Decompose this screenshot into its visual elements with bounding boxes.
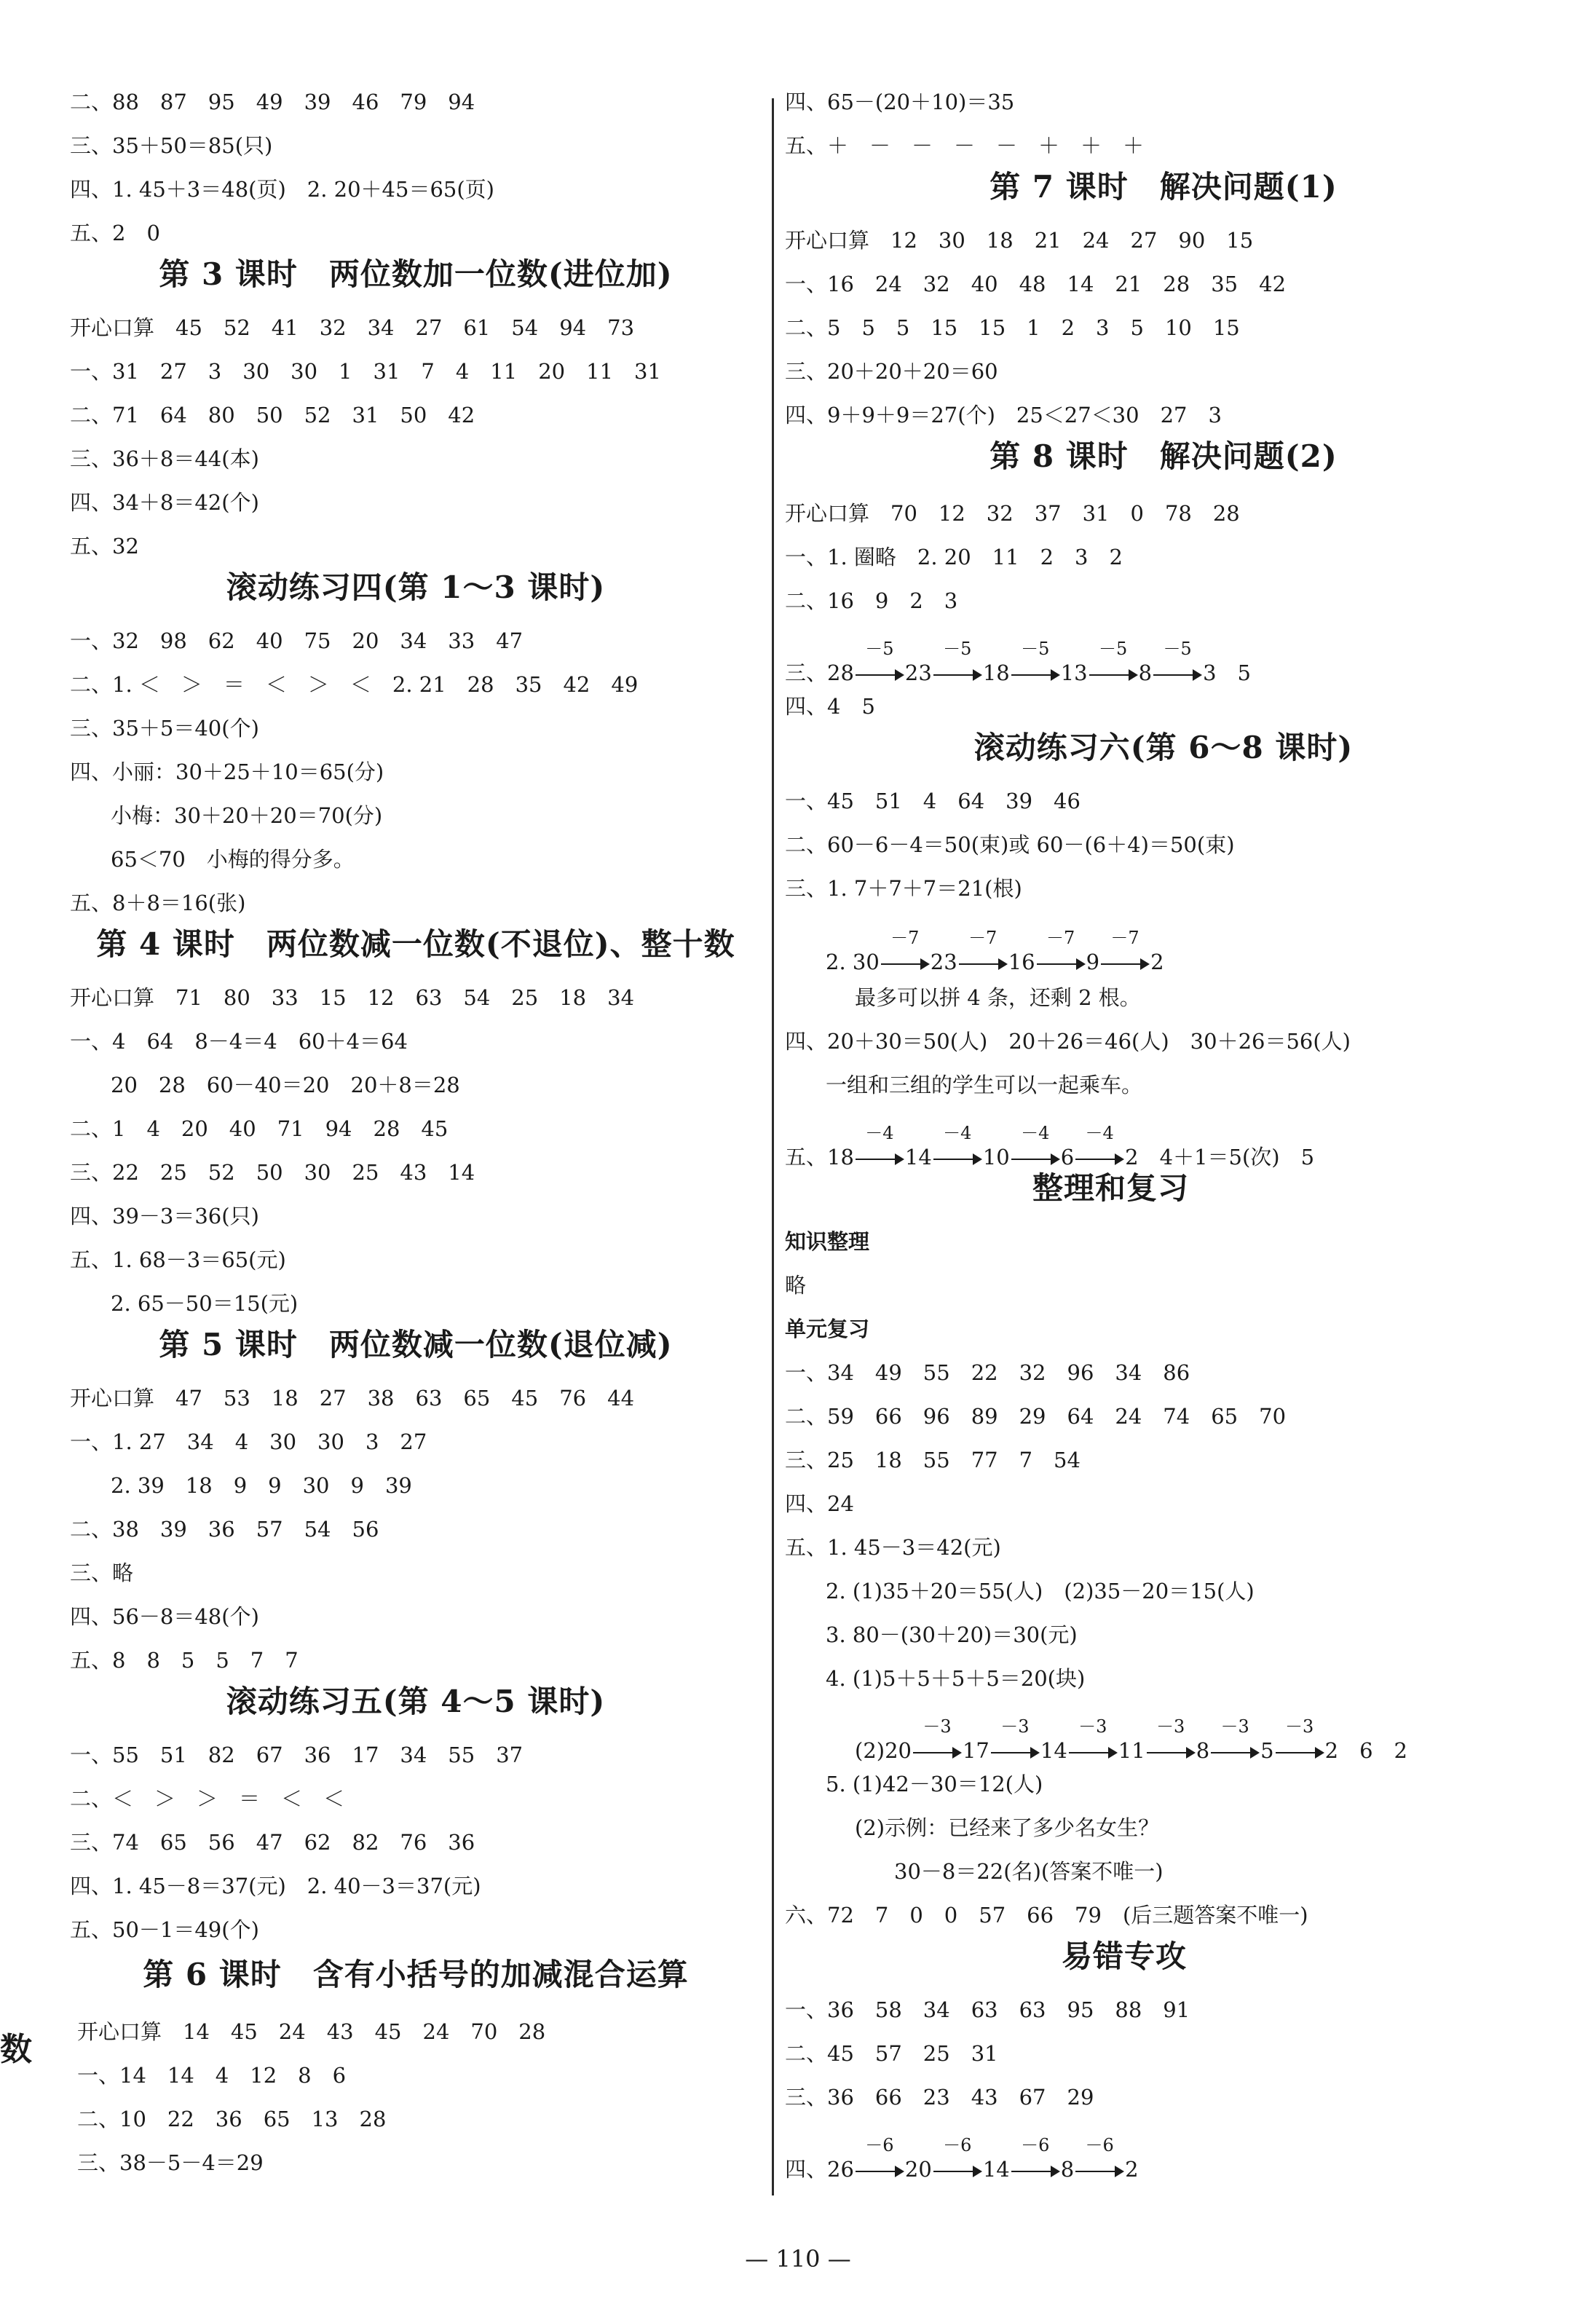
arrow-label: －4	[1085, 1123, 1114, 1143]
answer-line: 四、4 5	[785, 694, 875, 719]
answer-line: 二、1. ＜ ＞ ＝ ＜ ＞ ＜ 2. 21 28 35 42 49	[70, 672, 639, 697]
answer-line: 三、38－5－4＝29	[77, 2150, 264, 2175]
answer-line: 三、35＋50＝85(只)	[70, 133, 273, 158]
arrow-icon	[856, 639, 904, 687]
answer-line: 一、45 51 4 64 39 46	[785, 789, 1081, 813]
answer-chain	[785, 2135, 1139, 2184]
answer-line: 二、60－6－4＝50(束)或 60－(6＋4)＝50(束)	[785, 832, 1235, 857]
arrow-label: －7	[1110, 928, 1139, 948]
answer-line: 2. 65－50＝15(元)	[111, 1291, 299, 1316]
arrow-label: －3	[1220, 1716, 1249, 1737]
section-heading: 滚动练习四(第 1～3 课时)	[226, 569, 606, 605]
arrow-icon	[933, 2135, 981, 2184]
answer-line: 开心口算 71 80 33 15 12 63 54 25 18 34	[70, 985, 635, 1010]
answer-chain	[785, 639, 1251, 687]
answer-line: 四、20＋30＝50(人) 20＋26＝46(人) 30＋26＝56(人)	[785, 1029, 1351, 1054]
answer-line: 五、1. 68－3＝65(元)	[70, 1247, 286, 1272]
answer-line: 二、＜ ＞ ＞ ＝ ＜ ＜	[70, 1786, 345, 1811]
answer-line: 小梅：30＋20＋20＝70(分)	[111, 803, 383, 828]
chain-value: 9	[1086, 950, 1100, 974]
answer-line: 20 28 60－40＝20 20＋8＝28	[111, 1073, 460, 1097]
answer-line: 四、1. 45－8＝37(元) 2. 40－3＝37(元)	[70, 1874, 481, 1898]
chain-tail: 4＋1＝5(次) 5	[1138, 1145, 1315, 1169]
chain-value: 2	[1125, 2157, 1139, 2182]
answer-line: 四、34＋8＝42(个)	[70, 490, 259, 515]
chain-value: 16	[1008, 950, 1035, 974]
section-heading: 滚动练习五(第 4～5 课时)	[226, 1684, 606, 1719]
answer-line: 开心口算 45 52 41 32 34 27 61 54 94 73	[70, 315, 635, 340]
arrow-label: －7	[1046, 928, 1075, 948]
chain-value: 14	[982, 2157, 1010, 2182]
answer-line: 三、35＋5＝40(个)	[70, 716, 259, 741]
answer-line: 四、24	[785, 1491, 854, 1516]
arrow-icon	[1276, 1716, 1324, 1765]
answer-line: 三、25 18 55 77 7 54	[785, 1448, 1081, 1472]
arrow-icon	[1069, 1716, 1117, 1765]
arrow-label: －4	[943, 1123, 972, 1143]
answer-line: 二、71 64 80 50 52 31 50 42	[70, 403, 475, 427]
chain-value: 2	[1150, 950, 1164, 974]
arrow-label: －7	[968, 928, 998, 948]
arrow-label: －3	[923, 1716, 952, 1737]
answer-line: 三、略	[70, 1561, 134, 1585]
answer-chain	[826, 928, 1164, 976]
chain-tail: 5	[1216, 660, 1251, 685]
arrow-icon	[991, 1716, 1039, 1765]
answer-line: 三、36 66 23 43 67 29	[785, 2085, 1094, 2110]
answer-line: 三、74 65 56 47 62 82 76 36	[70, 1830, 475, 1855]
arrow-label: －7	[890, 928, 920, 948]
chain-value: 23	[930, 950, 957, 974]
arrow-label: －5	[1163, 639, 1192, 659]
answer-line: 开心口算 47 53 18 27 38 63 65 45 76 44	[70, 1386, 635, 1410]
chain-value: 11	[1118, 1738, 1145, 1763]
arrow-icon	[1037, 928, 1085, 976]
answer-line: 2. (1)35＋20＝55(人) (2)35－20＝15(人)	[826, 1579, 1255, 1603]
arrow-label: －5	[1098, 639, 1128, 659]
arrow-icon	[1101, 928, 1149, 976]
answer-line: 一、16 24 32 40 48 14 21 28 35 42	[785, 272, 1287, 296]
arrow-label: －6	[1021, 2135, 1050, 2155]
section-heading: 第 8 课时 解决问题(2)	[989, 438, 1338, 474]
chain-value: 14	[904, 1145, 932, 1169]
arrow-label: －4	[865, 1123, 894, 1143]
answer-line: 五、50－1＝49(个)	[70, 1917, 259, 1942]
section-heading: 第 4 课时 两位数减一位数(不退位)、整十数	[96, 926, 735, 962]
chain-start: 三、28	[785, 660, 854, 685]
chain-value: 20	[904, 2157, 932, 2182]
answer-line: 一、1. 圈略 2. 20 11 2 3 2	[785, 545, 1123, 569]
answer-line: 二、10 22 36 65 13 28	[77, 2107, 387, 2131]
answer-line: (2)示例：已经来了多少名女生？	[855, 1815, 1160, 1840]
arrow-label: －5	[943, 639, 972, 659]
chain-value: 13	[1060, 660, 1088, 685]
answer-line: 二、1 4 20 40 71 94 28 45	[70, 1116, 449, 1141]
answer-line: 五、＋ － － － － ＋ ＋ ＋	[785, 133, 1145, 158]
chain-value: 3	[1203, 660, 1217, 685]
answer-line: 一组和三组的学生可以一起乘车。	[826, 1073, 1143, 1097]
answer-line: 三、36＋8＝44(本)	[70, 446, 259, 471]
chain-value: 18	[982, 660, 1010, 685]
arrow-icon	[1011, 2135, 1059, 2184]
answer-line: 30－8＝22(名)(答案不唯一)	[894, 1859, 1164, 1884]
answer-line: 三、1. 7＋7＋7＝21(根)	[785, 876, 1022, 901]
arrow-icon	[1153, 639, 1201, 687]
section-heading: 滚动练习六(第 6～8 课时)	[973, 730, 1354, 765]
answer-line: 2. 39 18 9 9 30 9 39	[111, 1473, 412, 1498]
chain-start: 四、26	[785, 2157, 854, 2182]
answer-line: 二、88 87 95 49 39 46 79 94	[70, 90, 475, 114]
left-edge-char: 数	[0, 2031, 32, 2068]
answer-line: 四、56－8＝48(个)	[70, 1604, 259, 1629]
section-heading: 第 7 课时 解决问题(1)	[989, 169, 1338, 205]
chain-value: 17	[962, 1738, 989, 1763]
arrow-label: －3	[1078, 1716, 1107, 1737]
answer-line: 一、55 51 82 67 36 17 34 55 37	[70, 1743, 524, 1767]
chain-tail: 6 2	[1338, 1738, 1407, 1763]
answer-line: 二、5 5 5 15 15 1 2 3 5 10 15	[785, 315, 1240, 340]
answer-line: 五、2 0	[70, 221, 160, 245]
subsection-label: 单元复习	[785, 1317, 870, 1341]
answer-line: 四、65－(20＋10)＝35	[785, 90, 1015, 114]
section-heading: 第 3 课时 两位数加一位数(进位加)	[159, 256, 673, 292]
answer-line: 一、36 58 34 63 63 95 88 91	[785, 1997, 1190, 2022]
arrow-label: －6	[1085, 2135, 1114, 2155]
answer-line: 开心口算 12 30 18 21 24 27 90 15	[785, 228, 1254, 253]
answer-line: 四、小丽：30＋25＋10＝65(分)	[70, 759, 384, 784]
answer-line: 开心口算 70 12 32 37 31 0 78 28	[785, 501, 1240, 526]
answer-line: 一、31 27 3 30 30 1 31 7 4 11 20 11 31	[70, 359, 661, 384]
arrow-icon	[1011, 639, 1059, 687]
chain-value: 2	[1324, 1738, 1339, 1763]
arrow-icon	[959, 928, 1007, 976]
answer-line: 一、34 49 55 22 32 96 34 86	[785, 1360, 1190, 1385]
chain-start: (2)20	[855, 1738, 912, 1763]
chain-value: 8	[1138, 660, 1153, 685]
answer-line: 二、59 66 96 89 29 64 24 74 65 70	[785, 1404, 1287, 1429]
chain-value: 8	[1060, 2157, 1075, 2182]
arrow-label: －6	[865, 2135, 894, 2155]
chain-start: 五、18	[785, 1145, 854, 1169]
arrow-icon	[881, 928, 929, 976]
answer-line: 三、20＋20＋20＝60	[785, 359, 998, 384]
answer-line: 五、1. 45－3＝42(元)	[785, 1535, 1001, 1560]
answer-line: 五、32	[70, 534, 139, 559]
answer-line: 一、32 98 62 40 75 20 34 33 47	[70, 628, 524, 653]
chain-value: 14	[1040, 1738, 1067, 1763]
answer-line: 3. 80－(30＋20)＝30(元)	[826, 1622, 1078, 1647]
chain-value: 23	[904, 660, 932, 685]
arrow-icon	[1211, 1716, 1259, 1765]
answer-line: 二、45 57 25 31	[785, 2041, 998, 2066]
arrow-label: －3	[1284, 1716, 1314, 1737]
arrow-icon	[1089, 639, 1137, 687]
chain-value: 10	[982, 1145, 1010, 1169]
answer-line: 五、8＋8＝16(张)	[70, 891, 246, 915]
answer-line: 一、1. 27 34 4 30 30 3 27	[70, 1429, 427, 1454]
section-heading: 第 5 课时 两位数减一位数(退位减)	[159, 1327, 673, 1362]
arrow-icon	[933, 639, 981, 687]
chain-value: 8	[1196, 1738, 1210, 1763]
answer-line: 65＜70 小梅的得分多。	[111, 847, 355, 872]
answer-line: 四、39－3＝36(只)	[70, 1204, 259, 1228]
section-heading: 整理和复习	[1032, 1170, 1190, 1206]
answer-line: 5. (1)42－30＝12(人)	[826, 1772, 1043, 1796]
arrow-label: －5	[865, 639, 894, 659]
answer-line: 二、16 9 2 3	[785, 588, 958, 613]
page-number: — 110 —	[745, 2245, 851, 2273]
answer-line: 略	[785, 1273, 807, 1298]
column-divider	[772, 98, 774, 2195]
chain-value: 6	[1060, 1145, 1075, 1169]
answer-line: 最多可以拼 4 条，还剩 2 根。	[855, 985, 1141, 1010]
answer-line: 二、38 39 36 57 54 56	[70, 1517, 379, 1542]
arrow-icon	[913, 1716, 961, 1765]
section-heading: 易错专攻	[1062, 1938, 1188, 1974]
answer-line: 六、72 7 0 0 57 66 79 (后三题答案不唯一)	[785, 1903, 1308, 1928]
section-heading: 第 6 课时 含有小括号的加减混合运算	[143, 1957, 689, 1992]
subsection-label: 知识整理	[785, 1229, 870, 1254]
arrow-icon	[856, 1123, 904, 1172]
answer-line: 四、1. 45＋3＝48(页) 2. 20＋45＝65(页)	[70, 177, 494, 202]
answer-line: 五、8 8 5 5 7 7	[70, 1648, 299, 1673]
arrow-label: －6	[943, 2135, 972, 2155]
answer-line: 4. (1)5＋5＋5＋5＝20(块)	[826, 1666, 1086, 1691]
arrow-icon	[856, 2135, 904, 2184]
answer-line: 三、22 25 52 50 30 25 43 14	[70, 1160, 475, 1185]
arrow-icon	[933, 1123, 981, 1172]
answer-line: 一、4 64 8－4＝4 60＋4＝64	[70, 1029, 408, 1054]
answer-line: 开心口算 14 45 24 43 45 24 70 28	[77, 2019, 546, 2044]
arrow-label: －5	[1021, 639, 1050, 659]
arrow-label: －4	[1021, 1123, 1050, 1143]
chain-start: 2. 30	[826, 950, 880, 974]
answer-line: 四、9＋9＋9＝27(个) 25＜27＜30 27 3	[785, 403, 1222, 427]
arrow-icon	[1147, 1716, 1195, 1765]
answer-chain	[855, 1716, 1407, 1765]
chain-value: 5	[1260, 1738, 1274, 1763]
arrow-label: －3	[1156, 1716, 1185, 1737]
chain-value: 2	[1125, 1145, 1139, 1169]
answer-line: 一、14 14 4 12 8 6	[77, 2063, 347, 2088]
arrow-label: －3	[1000, 1716, 1030, 1737]
arrow-icon	[1075, 2135, 1123, 2184]
